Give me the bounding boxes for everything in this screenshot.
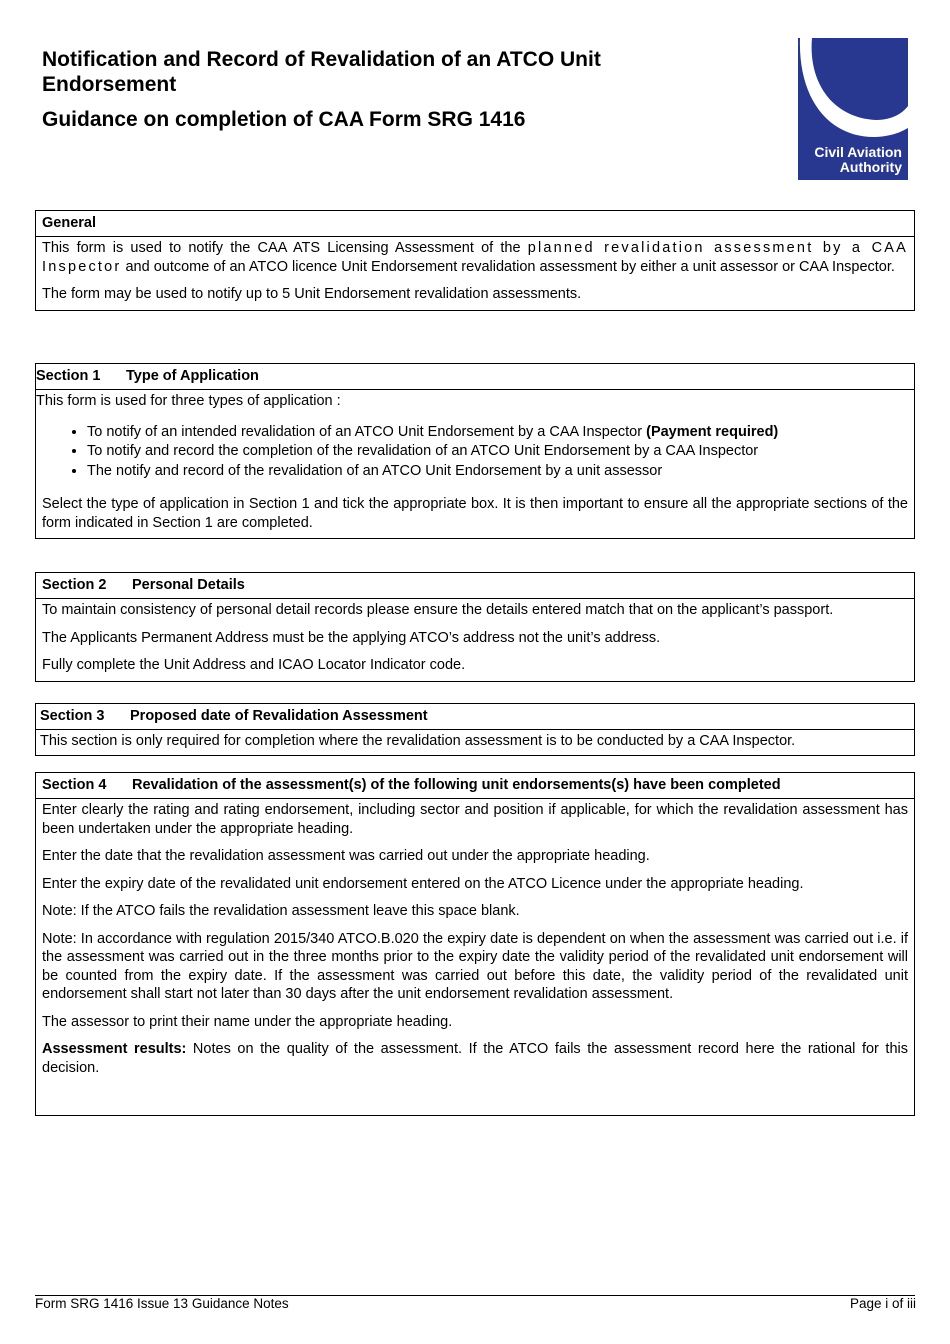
caa-logo [798, 38, 908, 180]
section2-paragraph-2: The Applicants Permanent Address must be the applying ATCO’s address not the unit’s address. [42, 629, 661, 646]
section3-heading: Section 3 Proposed date of Revalidation Assessment [36, 704, 914, 730]
section4-paragraph-2: Enter the date that the revalidation assessment was carried out under the appropriate heading. [42, 848, 650, 864]
general-box [35, 210, 915, 311]
page-subtitle: Guidance on completion of CAA Form SRG 1416 [42, 108, 526, 131]
section4-paragraph-5: Note: In accordance with regulation 2015/340 ATCO.B.020 the expiry date is dependent on when the assessment was carried out i.e. if the assessment was carried out in the three months prior to the expiry date the validity period of the revalidated unit endorsement will be counted from the expiry date. If the assessment was carried out before this date, the validity period of the revalidated unit endorsement shall start not later than 30 days after the unit endorsement revalidation assessment. [42, 930, 908, 1002]
section1-box [35, 363, 915, 539]
section2-box [35, 572, 915, 682]
list-item: • The notify and record of the revalidation of an ATCO Unit Endorsement by a unit assessor [87, 462, 908, 482]
section2-paragraph-1: To maintain consistency of personal detail records please ensure the details entered match that on the applicant’s passport. [42, 602, 834, 618]
general-heading: General [36, 211, 914, 237]
section2-heading: Section 2 Personal Details [36, 573, 914, 599]
footer-page-number: Page i of iii [849, 1296, 916, 1311]
section1-heading: Section 1 Type of Application [36, 364, 914, 390]
section1-intro: This form is used for three types of application : [36, 393, 341, 409]
section4-paragraph-6: The assessor to print their name under the appropriate heading. [42, 1013, 453, 1030]
section4-heading: Section 4 Revalidation of the assessment(s) of the following unit endorsements(s) have been completed [36, 773, 914, 799]
logo-line1: Civil Aviation [814, 144, 902, 160]
section3-paragraph-1: This section is only required for completion where the revalidation assessment is to be conducted by a CAA Inspector. [40, 733, 796, 749]
section3-box [35, 703, 915, 756]
general-paragraph-2: The form may be used to notify up to 5 Unit Endorsement revalidation assessments. [42, 286, 582, 302]
list-item: • To notify of an intended revalidation of an ATCO Unit Endorsement by a CAA Inspector (Payment required) [87, 423, 908, 443]
footer-form-id: Form SRG 1416 Issue 13 Guidance Notes [35, 1296, 289, 1311]
section4-box [35, 772, 915, 1116]
section1-closing: Select the type of application in Section 1 and tick the appropriate box. It is then important to ensure all the appropriate sections of the form indicated in Section 1 are completed. [42, 496, 908, 531]
section4-paragraph-4: Note: If the ATCO fails the revalidation assessment leave this space blank. [42, 903, 520, 919]
section4-paragraph-7: Assessment results: Notes on the quality of the assessment. If the ATCO fails the assessment record here the rational for this decision. [42, 1041, 908, 1076]
application-types-list [36, 423, 908, 482]
general-paragraph-1: This form is used to notify the CAA ATS Licensing Assessment of the planned revalidation assessment by a CAA Inspector and outcome of an ATCO licence Unit Endorsement revalidation assessment by either a unit assessor or CAA Inspector. [42, 240, 908, 275]
page-title: Notification and Record of Revalidation of an ATCO Unit Endorsement [42, 48, 601, 96]
section4-paragraph-1: Enter clearly the rating and rating endorsement, including sector and position if applicable, for which the revalidation assessment has been undertaken under the appropriate heading. [42, 802, 908, 837]
logo-text [814, 145, 902, 175]
list-item: • To notify and record the completion of the revalidation of an ATCO Unit Endorsement by a CAA Inspector [87, 442, 908, 462]
section4-paragraph-3: Enter the expiry date of the revalidated unit endorsement entered on the ATCO Licence under the appropriate heading. [42, 875, 804, 892]
logo-line2: Authority [839, 159, 902, 175]
section2-paragraph-3: Fully complete the Unit Address and ICAO Locator Indicator code. [42, 657, 466, 673]
